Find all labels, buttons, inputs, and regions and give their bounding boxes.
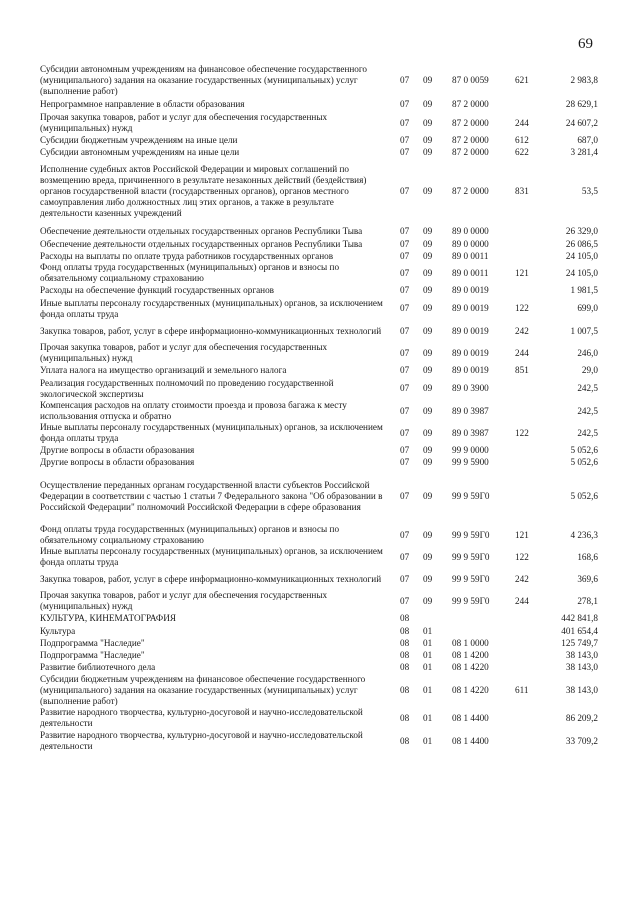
row-expense-type: 122 xyxy=(515,303,529,313)
row-target-article: 89 0 0000 xyxy=(452,238,489,249)
row-name: Субсидии бюджетным учреждениям на иные цели xyxy=(40,134,238,145)
row-amount: 242,5 xyxy=(577,383,598,393)
row-amount: 369,6 xyxy=(577,573,598,584)
row-razdel: 08 xyxy=(400,625,410,636)
row-target-article: 08 1 4400 xyxy=(452,735,489,746)
row-expense-type: 244 xyxy=(515,595,529,606)
row-razdel: 07 xyxy=(400,250,410,261)
row-name: Расходы на выплаты по оплате труда работников государственных органов xyxy=(40,250,334,261)
row-razdel: 08 xyxy=(400,613,410,623)
row-amount: 242,5 xyxy=(577,405,598,416)
row-expense-type: 621 xyxy=(515,75,529,85)
row-razdel: 07 xyxy=(400,134,410,145)
row-target-article: 89 0 3987 xyxy=(452,405,489,416)
table-row xyxy=(0,377,640,400)
row-target-article: 08 1 4220 xyxy=(452,661,489,672)
row-razdel: 07 xyxy=(400,551,410,562)
row-podrazdel: 01 xyxy=(423,661,433,672)
row-podrazdel: 09 xyxy=(423,99,433,109)
table-row xyxy=(0,342,640,364)
row-amount: 33 709,2 xyxy=(565,735,598,746)
row-razdel: 08 xyxy=(400,735,410,746)
row-name: Субсидии автономным учреждениям на финансовое обеспечение государственного (муниципального) задания на оказание государственных (муниципальных) услуг (выполнение работ) xyxy=(40,64,368,96)
row-amount: 168,6 xyxy=(577,551,598,562)
row-razdel: 07 xyxy=(400,186,410,196)
row-podrazdel: 09 xyxy=(423,238,433,249)
page-number: 69 xyxy=(578,36,593,52)
table-row xyxy=(0,400,640,422)
row-podrazdel: 09 xyxy=(423,551,433,562)
row-amount: 28 629,1 xyxy=(565,99,598,109)
row-name: Обеспечение деятельности отдельных государственных органов Республики Тыва xyxy=(40,238,363,249)
row-name: Развитие народного творчества, культурно-досуговой и научно-исследовательской деятельности xyxy=(40,730,363,751)
row-target-article: 99 9 59Г0 xyxy=(452,551,490,562)
row-podrazdel: 09 xyxy=(423,134,433,145)
row-podrazdel: 09 xyxy=(423,303,433,313)
row-amount: 26 329,0 xyxy=(565,226,598,236)
row-amount: 4 236,3 xyxy=(570,529,598,540)
row-target-article: 87 2 0000 xyxy=(452,146,489,157)
row-amount: 24 105,0 xyxy=(565,267,598,278)
row-podrazdel: 01 xyxy=(423,684,433,695)
row-podrazdel: 09 xyxy=(423,365,433,375)
row-name: Реализация государственных полномочий по проведению государственной экологической экспертизы xyxy=(40,377,334,399)
table-row xyxy=(0,661,640,673)
row-razdel: 07 xyxy=(400,365,410,375)
row-podrazdel: 09 xyxy=(423,186,433,196)
row-razdel: 08 xyxy=(400,649,410,660)
row-amount: 24 105,0 xyxy=(565,250,598,261)
row-target-article: 99 9 59Г0 xyxy=(452,529,490,540)
row-target-article: 99 9 59Г0 xyxy=(452,490,490,501)
row-podrazdel: 09 xyxy=(423,325,433,336)
row-podrazdel: 01 xyxy=(423,625,433,636)
row-target-article: 99 9 5900 xyxy=(452,456,489,467)
table-row xyxy=(0,524,640,546)
table-row xyxy=(0,546,640,568)
row-name: Культура xyxy=(40,625,76,636)
row-target-article: 99 9 59Г0 xyxy=(452,573,490,584)
row-expense-type: 622 xyxy=(515,146,529,157)
row-name: Субсидии бюджетным учреждениям на финансовое обеспечение государственного (муниципального) задания на оказание государственных (муниципальных) услуг (выполнение работ) xyxy=(40,673,366,706)
row-amount: 38 143,0 xyxy=(565,684,598,695)
table-row xyxy=(0,238,640,250)
table-row xyxy=(0,673,640,707)
row-amount: 5 052,6 xyxy=(570,490,598,501)
row-razdel: 07 xyxy=(400,383,410,393)
row-target-article: 08 1 4220 xyxy=(452,684,489,695)
row-target-article: 87 2 0000 xyxy=(452,134,489,145)
row-target-article: 99 9 0000 xyxy=(452,444,489,455)
row-expense-type: 831 xyxy=(515,186,529,196)
row-podrazdel: 01 xyxy=(423,637,433,648)
row-razdel: 07 xyxy=(400,427,410,438)
table-row xyxy=(0,637,640,649)
table-row xyxy=(0,364,640,377)
row-razdel: 07 xyxy=(400,444,410,455)
row-razdel: 08 xyxy=(400,661,410,672)
row-target-article: 87 2 0000 xyxy=(452,117,489,128)
row-target-article: 87 2 0000 xyxy=(452,99,489,109)
row-name: Развитие народного творчества, культурно-досуговой и научно-исследовательской деятельности xyxy=(40,707,363,728)
row-amount: 442 841,8 xyxy=(561,613,598,623)
table-row xyxy=(0,262,640,284)
row-name: Другие вопросы в области образования xyxy=(40,456,195,467)
row-podrazdel: 09 xyxy=(423,456,433,467)
row-razdel: 07 xyxy=(400,405,410,416)
row-podrazdel: 09 xyxy=(423,347,433,358)
row-razdel: 07 xyxy=(400,303,410,313)
row-expense-type: 121 xyxy=(515,529,529,540)
row-amount: 125 749,7 xyxy=(561,637,598,648)
table-row xyxy=(0,707,640,729)
row-target-article: 87 2 0000 xyxy=(452,186,489,196)
row-target-article: 87 0 0059 xyxy=(452,75,489,85)
row-razdel: 07 xyxy=(400,529,410,540)
row-amount: 3 281,4 xyxy=(570,146,598,157)
row-name: Непрограммное направление в области образования xyxy=(40,99,245,109)
row-amount: 2 983,8 xyxy=(570,75,598,85)
row-expense-type: 244 xyxy=(515,117,529,128)
row-podrazdel: 09 xyxy=(423,250,433,261)
row-podrazdel: 09 xyxy=(423,146,433,157)
row-amount: 401 654,4 xyxy=(561,625,598,636)
row-expense-type: 242 xyxy=(515,573,529,584)
row-target-article: 89 0 0019 xyxy=(452,325,489,336)
row-podrazdel: 01 xyxy=(423,735,433,746)
row-target-article: 99 9 59Г0 xyxy=(452,595,490,606)
row-podrazdel: 09 xyxy=(423,117,433,128)
table-row xyxy=(0,297,640,320)
table-row xyxy=(0,225,640,238)
row-target-article: 08 1 4200 xyxy=(452,649,489,660)
table-row xyxy=(0,284,640,297)
row-expense-type: 121 xyxy=(515,267,529,278)
row-expense-type: 612 xyxy=(515,134,529,145)
row-razdel: 07 xyxy=(400,595,410,606)
row-name: Прочая закупка товаров, работ и услуг для обеспечения государственных (муниципальных) нужд xyxy=(40,590,328,611)
row-name: КУЛЬТУРА, КИНЕМАТОГРАФИЯ xyxy=(40,613,176,623)
row-razdel: 07 xyxy=(400,75,410,85)
table-row xyxy=(0,158,640,225)
row-amount: 5 052,6 xyxy=(570,444,598,455)
row-target-article: 89 0 0019 xyxy=(452,285,489,295)
row-razdel: 07 xyxy=(400,267,410,278)
row-expense-type: 851 xyxy=(515,365,529,375)
row-podrazdel: 09 xyxy=(423,285,433,295)
row-name: Субсидии автономным учреждениям на иные цели xyxy=(40,146,240,157)
table-row xyxy=(0,568,640,590)
table-row xyxy=(0,112,640,134)
row-amount: 278,1 xyxy=(577,595,598,606)
row-podrazdel: 09 xyxy=(423,529,433,540)
table-row xyxy=(0,146,640,158)
row-razdel: 07 xyxy=(400,325,410,336)
row-podrazdel: 09 xyxy=(423,383,433,393)
row-razdel: 07 xyxy=(400,285,410,295)
row-expense-type: 122 xyxy=(515,551,529,562)
row-razdel: 08 xyxy=(400,712,410,723)
row-name: Иные выплаты персоналу государственных (муниципальных) органов, за исключением фонда оплаты труда xyxy=(40,422,383,443)
row-name: Закупка товаров, работ, услуг в сфере информационно-коммуникационных технологий xyxy=(40,325,382,336)
row-name: Фонд оплаты труда государственных (муниципальных) органов и взносы по обязательному социальному страхованию xyxy=(40,262,340,283)
row-name: Исполнение судебных актов Российской Федерации и мировых соглашений по возмещению вреда, причиненного в результате незаконных действий (бездействия) органов государственной власти (государственных органов), органов местного самоуправления либо должностных лиц этих органов, а также в результате деятельности казенных учреждений xyxy=(40,164,367,218)
row-name: Иные выплаты персоналу государственных (муниципальных) органов, за исключением фонда оплаты труда xyxy=(40,546,383,567)
row-name: Компенсация расходов на оплату стоимости проезда и провоза багажа к месту использования отпуска и обратно xyxy=(40,400,347,421)
row-podrazdel: 09 xyxy=(423,444,433,455)
table-row xyxy=(0,250,640,262)
row-amount: 246,0 xyxy=(577,347,598,358)
table-row xyxy=(0,612,640,625)
row-razdel: 07 xyxy=(400,146,410,157)
table-row xyxy=(0,590,640,612)
row-podrazdel: 09 xyxy=(423,226,433,236)
row-podrazdel: 01 xyxy=(423,649,433,660)
row-expense-type: 242 xyxy=(515,325,529,336)
row-podrazdel: 09 xyxy=(423,75,433,85)
row-target-article: 08 1 0000 xyxy=(452,637,489,648)
row-target-article: 89 0 0000 xyxy=(452,226,489,236)
row-podrazdel: 09 xyxy=(423,267,433,278)
row-amount: 242,5 xyxy=(577,427,598,438)
table-row xyxy=(0,729,640,753)
row-amount: 38 143,0 xyxy=(565,649,598,660)
row-razdel: 08 xyxy=(400,637,410,648)
row-podrazdel: 09 xyxy=(423,595,433,606)
row-razdel: 07 xyxy=(400,573,410,584)
row-razdel: 07 xyxy=(400,99,410,109)
table-row xyxy=(0,97,640,112)
row-razdel: 07 xyxy=(400,456,410,467)
row-amount: 29,0 xyxy=(581,365,598,375)
row-name: Расходы на обеспечение функций государственных органов xyxy=(40,285,275,295)
row-amount: 38 143,0 xyxy=(565,661,598,672)
row-amount: 687,0 xyxy=(577,134,598,145)
row-name: Закупка товаров, работ, услуг в сфере информационно-коммуникационных технологий xyxy=(40,573,382,584)
row-expense-type: 244 xyxy=(515,347,529,358)
row-name: Иные выплаты персоналу государственных (муниципальных) органов, за исключением фонда оплаты труда xyxy=(40,297,383,319)
row-amount: 26 086,5 xyxy=(565,238,598,249)
row-target-article: 89 0 3900 xyxy=(452,383,489,393)
row-expense-type: 122 xyxy=(515,427,529,438)
row-amount: 53,5 xyxy=(581,186,598,196)
row-name: Обеспечение деятельности отдельных государственных органов Республики Тыва xyxy=(40,226,363,236)
row-name: Уплата налога на имущество организаций и земельного налога xyxy=(40,365,287,375)
budget-table xyxy=(0,64,640,753)
row-amount: 699,0 xyxy=(577,303,598,313)
row-target-article: 89 0 0019 xyxy=(452,303,489,313)
table-row xyxy=(0,468,640,524)
row-razdel: 08 xyxy=(400,684,410,695)
row-name: Развитие библиотечного дела xyxy=(40,661,156,672)
row-name: Осуществление переданных органам государственной власти субъектов Российской Федерации в соответствии с частью 1 статьи 7 Федерального закона "Об образовании в Российской Федерации" полномочий Российской Федерации в сфере образования xyxy=(40,479,383,512)
row-target-article: 08 1 4400 xyxy=(452,712,489,723)
row-target-article: 89 0 0019 xyxy=(452,365,489,375)
row-name: Подпрограмма "Наследие" xyxy=(40,637,145,648)
table-row xyxy=(0,456,640,468)
row-name: Прочая закупка товаров, работ и услуг для обеспечения государственных (муниципальных) нужд xyxy=(40,112,328,133)
row-target-article: 89 0 0019 xyxy=(452,347,489,358)
row-amount: 1 007,5 xyxy=(570,325,598,336)
table-row xyxy=(0,649,640,661)
row-podrazdel: 01 xyxy=(423,712,433,723)
row-amount: 1 981,5 xyxy=(570,285,598,295)
table-row xyxy=(0,444,640,456)
row-podrazdel: 09 xyxy=(423,573,433,584)
row-razdel: 07 xyxy=(400,238,410,249)
row-podrazdel: 09 xyxy=(423,490,433,501)
row-amount: 24 607,2 xyxy=(565,117,598,128)
table-row xyxy=(0,625,640,637)
row-razdel: 07 xyxy=(400,490,410,501)
table-row xyxy=(0,422,640,444)
row-target-article: 89 0 3987 xyxy=(452,427,489,438)
row-target-article: 89 0 0011 xyxy=(452,250,489,261)
row-name: Другие вопросы в области образования xyxy=(40,444,195,455)
row-name: Фонд оплаты труда государственных (муниципальных) органов и взносы по обязательному социальному страхованию xyxy=(40,524,340,545)
row-amount: 86 209,2 xyxy=(565,712,598,723)
row-razdel: 07 xyxy=(400,117,410,128)
row-name: Подпрограмма "Наследие" xyxy=(40,649,145,660)
table-row xyxy=(0,320,640,342)
table-row xyxy=(0,134,640,146)
row-razdel: 07 xyxy=(400,226,410,236)
row-name: Прочая закупка товаров, работ и услуг для обеспечения государственных (муниципальных) нужд xyxy=(40,342,328,363)
row-target-article: 89 0 0011 xyxy=(452,267,489,278)
row-podrazdel: 09 xyxy=(423,427,433,438)
row-razdel: 07 xyxy=(400,347,410,358)
row-expense-type: 611 xyxy=(515,684,529,695)
row-amount: 5 052,6 xyxy=(570,456,598,467)
table-row xyxy=(0,64,640,97)
row-podrazdel: 09 xyxy=(423,405,433,416)
